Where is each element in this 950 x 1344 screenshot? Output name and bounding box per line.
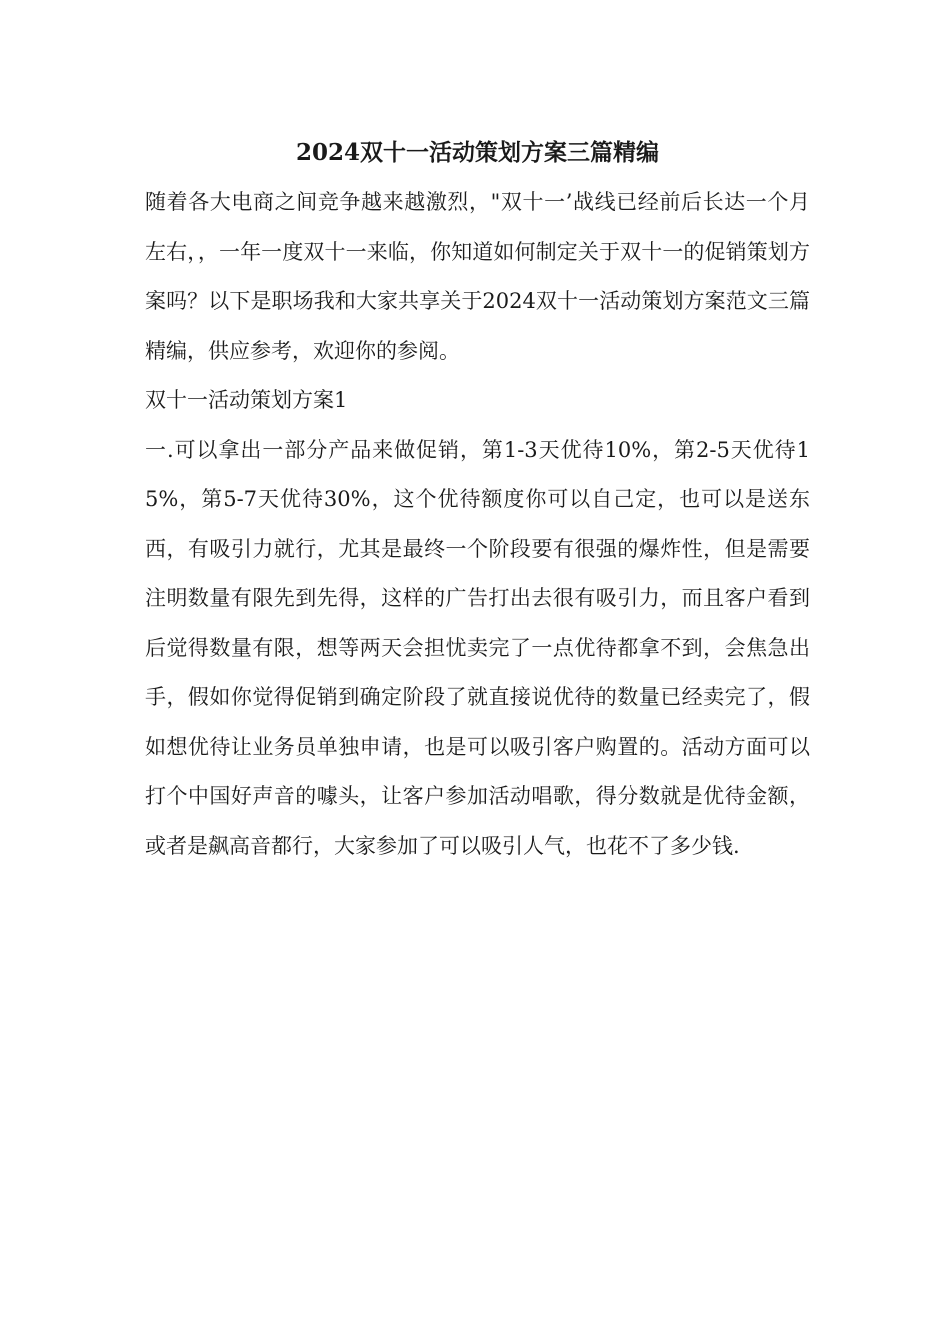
document-title: 2024双十一活动策划方案三篇精编 — [295, 139, 659, 166]
document-page — [145, 128, 810, 871]
section-heading: 双十一活动策划方案1 — [145, 388, 348, 412]
intro-paragraph: 随着各大电商之间竞争越来越激烈，"双十一’战线已经前后长达一个月左右，，一年一度双十一来临，你知道如何制定关于双十一的促销策划方案吗？以下是职场我和大家共享关于2024双十一活动策划方案范文三篇精编，供应参考，欢迎你的参阅。 — [145, 190, 810, 363]
section-body-paragraph: 一.可以拿出一部分产品来做促销，第1-3天优待10%，第2-5天优待15%，第5-7天优待30%，这个优待额度你可以自己定，也可以是送东西，有吸引力就行，尤其是最终一个阶段要有很强的爆炸性，但是需要注明数量有限先到先得，这样的广告打出去很有吸引力，而且客户看到后觉得数量有限，想等两天会担忧卖完了一点优待都拿不到，会焦急出手，假如你觉得促销到确定阶段了就直接说优待的数量已经卖完了，假如想优待让业务员单独申请，也是可以吸引客户购置的。活动方面可以打个中国好声音的噱头，让客户参加活动唱歌，得分数就是优待金额，或者是飙高音都行，大家参加了可以吸引人气，也花不了多少钱. — [145, 437, 810, 858]
